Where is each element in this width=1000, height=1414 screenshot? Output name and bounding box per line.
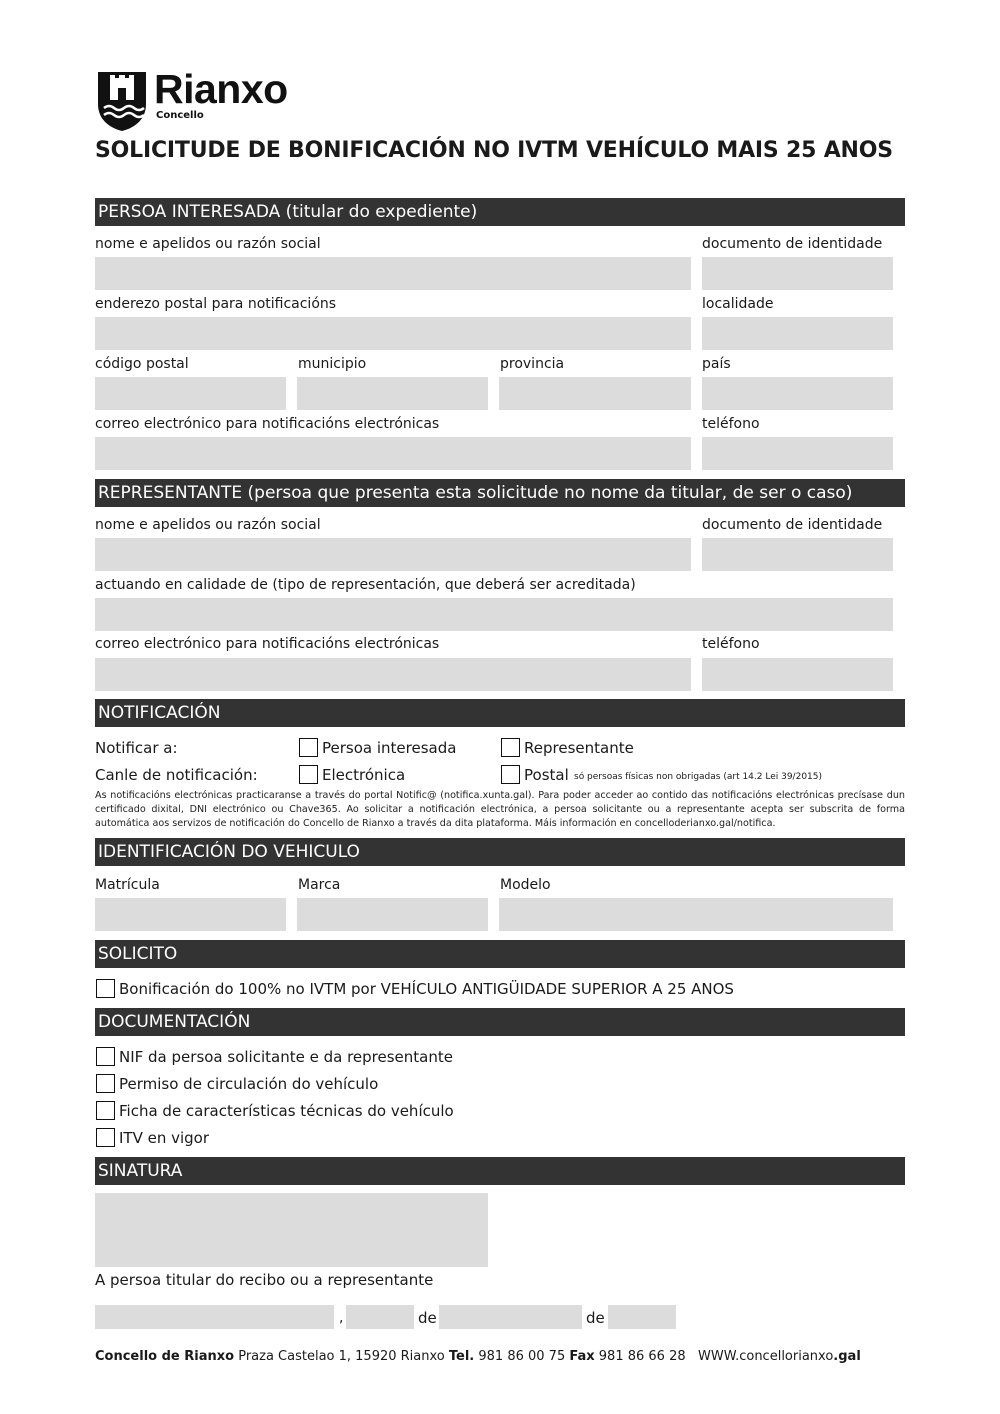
date-de-2: de	[586, 1309, 605, 1327]
label-notify-representante: Representante	[524, 739, 634, 757]
label-interesada-doc: documento de identidade	[702, 236, 883, 252]
brand-input[interactable]	[297, 898, 488, 931]
interesada-province-input[interactable]	[499, 377, 691, 410]
section-heading-interesada: PERSOA INTERESADA (titular do expediente)	[95, 198, 905, 226]
representante-capacity-input[interactable]	[95, 598, 893, 631]
signature-box[interactable]	[95, 1193, 488, 1267]
checkbox-doc-permiso[interactable]	[96, 1074, 115, 1093]
place-input[interactable]	[95, 1305, 334, 1329]
footer-tel: 981 86 00 75	[474, 1349, 570, 1364]
date-de-1: de	[418, 1309, 437, 1327]
label-representante-capacity: actuando en calidade de (tipo de representación, que deberá ser acreditada)	[95, 577, 636, 593]
label-bonificacion: Bonificación do 100% no IVTM por VEHÍCULO ANTIGÜIDADE SUPERIOR A 25 ANOS	[119, 980, 734, 998]
footer-tel-label: Tel.	[448, 1349, 475, 1364]
label-plate: Matrícula	[95, 877, 160, 893]
label-representante-email: correo electrónico para notificacións electrónicas	[95, 636, 440, 652]
label-representante-name: nome e apelidos ou razón social	[95, 517, 321, 533]
footer-web[interactable]: WWW.concellorianxo	[698, 1349, 834, 1364]
notification-legal-text: As notificacións electrónicas practicaranse a través do portal Notific@ (notifica.xunta.gal). Para poder acceder ao contido das notificacións electrónicas precísase dun certificado dixital, DNI electrónico ou Chave365. Ao solicitar a notificación electrónica, a persoa solicitante ou a representante acepta ser subscrita de forma automática aos servizos de notificación do Concello de Rianxo a través da dita plataforma. Máis información en concelloderianxo.gal/notifica.	[95, 790, 905, 829]
representante-phone-input[interactable]	[702, 658, 893, 691]
label-notify-interesada: Persoa interesada	[322, 739, 457, 757]
footer-address: Praza Castelao 1, 15920 Rianxo	[234, 1349, 449, 1364]
label-model: Modelo	[500, 877, 551, 893]
label-interesada-country: país	[702, 356, 731, 372]
label-interesada-address: enderezo postal para notificacións	[95, 296, 337, 312]
label-interesada-postal: código postal	[95, 356, 189, 372]
section-heading-notificacion: NOTIFICACIÓN	[95, 699, 905, 727]
section-heading-sinatura: SINATURA	[95, 1157, 905, 1185]
checkbox-doc-itv[interactable]	[96, 1128, 115, 1147]
representante-doc-input[interactable]	[702, 538, 893, 571]
interesada-locality-input[interactable]	[702, 317, 893, 350]
footer	[95, 1349, 861, 1364]
interesada-country-input[interactable]	[702, 377, 893, 410]
model-input[interactable]	[499, 898, 893, 931]
label-representante-doc: documento de identidade	[702, 517, 883, 533]
checkbox-bonificacion[interactable]	[96, 979, 115, 998]
label-doc-permiso: Permiso de circulación do vehículo	[119, 1075, 379, 1093]
plate-input[interactable]	[95, 898, 286, 931]
section-heading-representante: REPRESENTANTE (persoa que presenta esta solicitude no nome da titular, de ser o caso)	[95, 479, 905, 507]
checkbox-doc-nif[interactable]	[96, 1047, 115, 1066]
footer-web-tld[interactable]: .gal	[833, 1349, 861, 1364]
checkbox-notify-interesada[interactable]	[299, 738, 318, 757]
signature-caption: A persoa titular do recibo ou a representante	[95, 1271, 434, 1289]
label-channel-postal: Postal	[524, 766, 569, 784]
month-input[interactable]	[439, 1305, 582, 1329]
footer-fax: 981 86 66 28	[594, 1349, 699, 1364]
representante-email-input[interactable]	[95, 658, 691, 691]
interesada-doc-input[interactable]	[702, 257, 893, 290]
label-representante-phone: teléfono	[702, 636, 760, 652]
checkbox-channel-postal[interactable]	[501, 765, 520, 784]
representante-name-input[interactable]	[95, 538, 691, 571]
logo	[96, 66, 316, 132]
shield-logo-icon	[96, 70, 148, 132]
label-notify-to: Notificar a:	[95, 739, 178, 757]
checkbox-channel-electronica[interactable]	[299, 765, 318, 784]
label-interesada-phone: teléfono	[702, 416, 760, 432]
label-interesada-locality: localidade	[702, 296, 774, 312]
interesada-address-input[interactable]	[95, 317, 691, 350]
label-channel-electronica: Electrónica	[322, 766, 406, 784]
label-doc-ficha: Ficha de características técnicas do vehículo	[119, 1102, 454, 1120]
checkbox-notify-representante[interactable]	[501, 738, 520, 757]
label-interesada-municipality: municipio	[298, 356, 367, 372]
label-channel: Canle de notificación:	[95, 766, 258, 784]
interesada-phone-input[interactable]	[702, 437, 893, 470]
section-heading-documentacion: DOCUMENTACIÓN	[95, 1008, 905, 1036]
label-interesada-email: correo electrónico para notificacións electrónicas	[95, 416, 440, 432]
interesada-municipality-input[interactable]	[297, 377, 488, 410]
date-comma: ,	[339, 1310, 344, 1326]
label-brand: Marca	[298, 877, 341, 893]
label-doc-nif: NIF da persoa solicitante e da representante	[119, 1048, 453, 1066]
logo-name: Rianxo	[154, 66, 288, 112]
checkbox-doc-ficha[interactable]	[96, 1101, 115, 1120]
logo-subtitle: Concello	[156, 110, 204, 121]
interesada-name-input[interactable]	[95, 257, 691, 290]
interesada-email-input[interactable]	[95, 437, 691, 470]
label-interesada-province: provincia	[500, 356, 565, 372]
day-input[interactable]	[346, 1305, 414, 1329]
label-interesada-name: nome e apelidos ou razón social	[95, 236, 321, 252]
section-heading-vehiculo: IDENTIFICACIÓN DO VEHICULO	[95, 838, 905, 866]
postal-note: só persoas físicas non obrigadas (art 14.2 Lei 39/2015)	[574, 772, 823, 782]
footer-org: Concello de Rianxo	[95, 1349, 235, 1364]
year-input[interactable]	[608, 1305, 676, 1329]
label-doc-itv: ITV en vigor	[119, 1129, 210, 1147]
interesada-postal-input[interactable]	[95, 377, 286, 410]
page-title: SOLICITUDE DE BONIFICACIÓN NO IVTM VEHÍCULO MAIS 25 ANOS	[95, 138, 893, 163]
section-heading-solicito: SOLICITO	[95, 940, 905, 968]
footer-fax-label: Fax	[569, 1349, 595, 1364]
